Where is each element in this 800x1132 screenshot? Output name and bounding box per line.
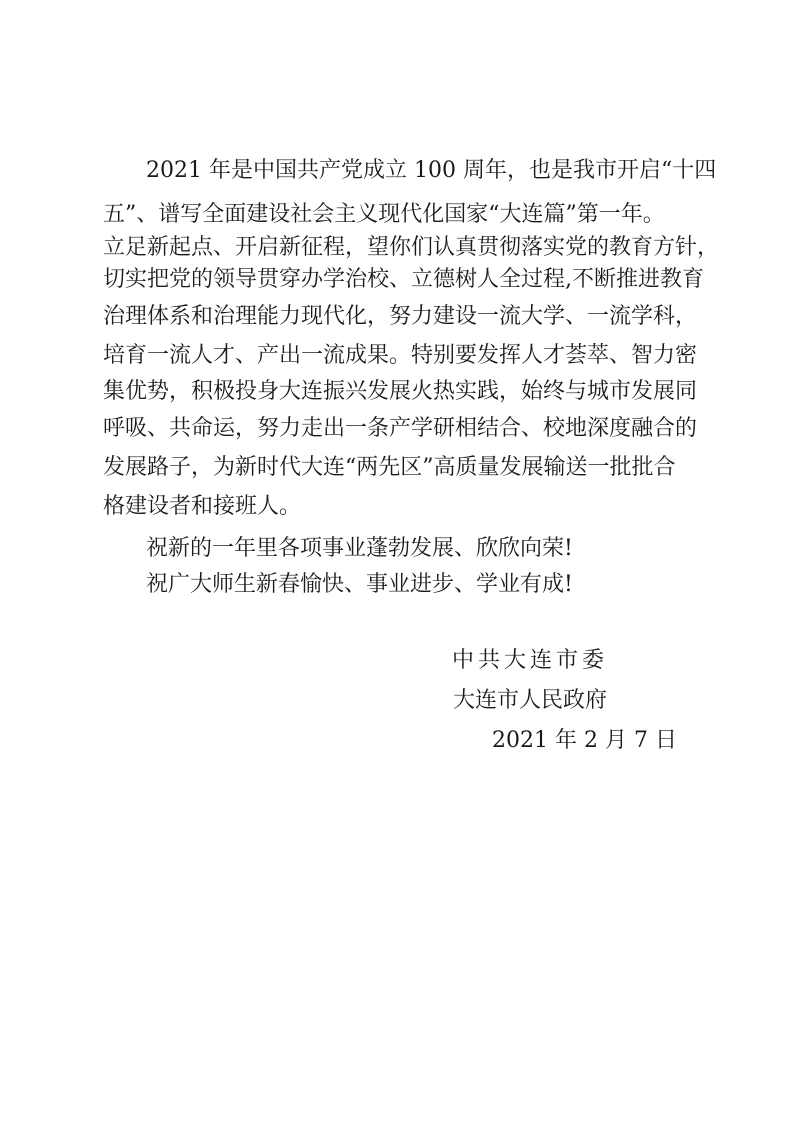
paragraph-1-line-8: 呼吸、共命运，努力走出一条产学研相结合、校地深度融合的	[103, 416, 698, 441]
paragraph-2: 祝新的一年里各项事业蓬勃发展、欣欣向荣!	[146, 536, 573, 561]
paragraph-1-line-5: 治理体系和治理能力现代化，努力建设一流大学、一流学科，	[103, 304, 698, 329]
signature-date: 2021 年 2 月 7 日	[492, 728, 677, 753]
paragraph-1-line-7: 集优势，积极投身大连振兴发展火热实践，始终与城市发展同	[103, 379, 698, 404]
paragraph-1-line-6: 培育一流人才、产出一流成果。特别要发挥人才荟萃、智力密	[103, 343, 698, 368]
paragraph-1-line-3: 立足新起点、开启新征程，望你们认真贯彻落实党的教育方针，	[103, 235, 720, 260]
signature-org-1: 中共大连市委	[452, 648, 609, 673]
paragraph-1-line-1: 2021 年是中国共产党成立 100 周年，也是我市开启“十四	[146, 158, 717, 183]
signature-org-2: 大连市人民政府	[453, 688, 608, 713]
paragraph-1-line-2: 五”、谱写全面建设社会主义现代化国家“大连篇”第一年。	[103, 202, 665, 227]
paragraph-1-line-4: 切实把党的领导贯穿办学治校、立德树人全过程,不断推进教育	[103, 267, 704, 292]
paragraph-3: 祝广大师生新春愉快、事业进步、学业有成!	[146, 572, 573, 597]
paragraph-1-line-10: 格建设者和接班人。	[103, 494, 302, 519]
paragraph-1-line-9: 发展路子，为新时代大连“两先区”高质量发展输送一批批合	[103, 455, 676, 480]
